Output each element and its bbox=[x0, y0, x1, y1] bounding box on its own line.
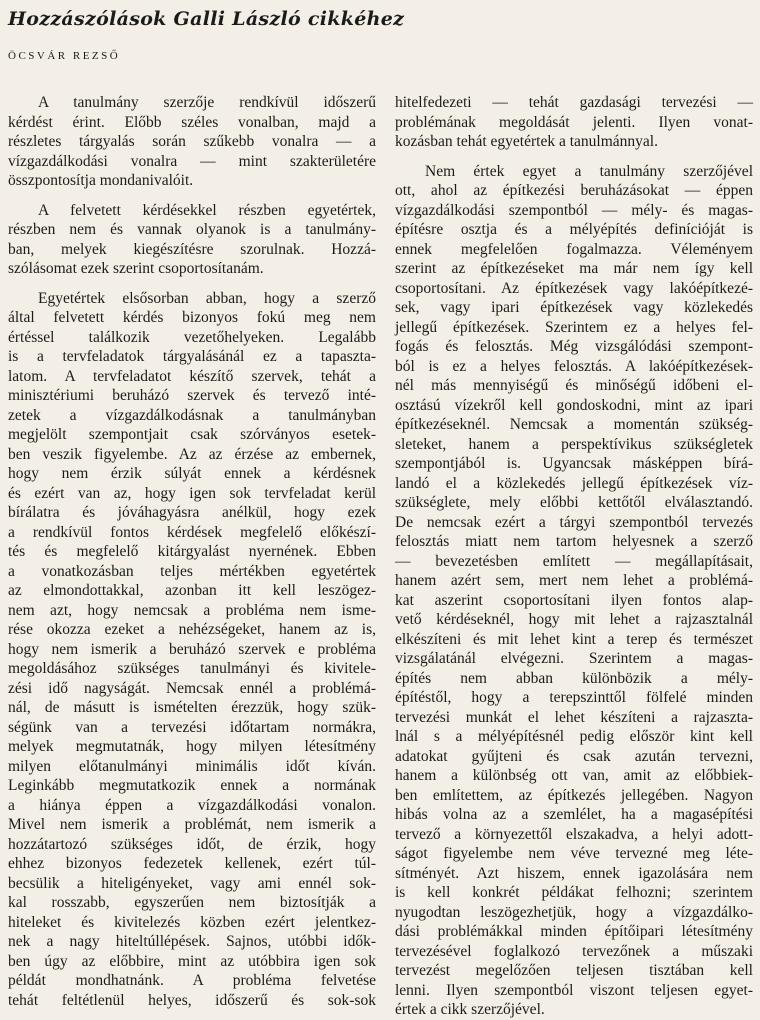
text-line: ból is ez a helyes felosztás. A lakóépítkezések- bbox=[395, 357, 753, 375]
text-line: ban, melyek kiegészítésre szorulnak. Hozzá- bbox=[8, 240, 376, 258]
text-line: hibás volna az a szemlélet, ha a magasépítési bbox=[395, 806, 753, 823]
text-line: lenni. Ilyen szempontból viszont teljesen egyet- bbox=[395, 981, 753, 999]
text-line: jellegű építkezések. Szerintem ez a helyes fel- bbox=[395, 318, 753, 336]
text-line: is a tervfeladatok tárgyalásánál ez a tapaszta- bbox=[8, 348, 376, 365]
text-line: az elmondottakkal, azonban itt kell leszögez- bbox=[8, 582, 376, 599]
text-line: építéstől, hogy a terepszinttől fölfelé minden bbox=[395, 689, 753, 706]
text-line: lnál s a mélyépítésnél pedig először kint kell bbox=[395, 728, 753, 745]
text-line: részben nem és vannak olyanok is a tanulmány- bbox=[8, 221, 376, 238]
text-line: adatokat gyűjteni és csak azután tervezni, bbox=[395, 747, 753, 765]
text-line: vizsgálatánál elvégezni. Szerintem a magas- bbox=[395, 650, 753, 667]
text-line: fogás és felosztás. Még vizsgálódási szempont- bbox=[395, 338, 753, 355]
text-line: hozzátartozó szükséges időt, de érzik, hogy bbox=[8, 835, 376, 853]
text-line: szólásomat ezek szerint csoportosítanám. bbox=[8, 260, 264, 277]
text-line: Egyetértek elsősorban abban, hogy a szerző bbox=[38, 289, 376, 307]
text-line: ennek megfelelően fogalmazza. Véleményem bbox=[395, 240, 753, 258]
text-line: értek a cikk szerzőjével. bbox=[395, 1001, 545, 1018]
text-line: tés és megfelelő kitárgyalást nyernének. Ebben bbox=[8, 543, 376, 560]
text-line: szerint az építkezéseket ma már nem így kell bbox=[395, 260, 753, 277]
text-line: dási problémákkal minden építőipari létesítmény bbox=[395, 923, 753, 940]
text-line: osztású vízekről kell gondoskodni, mint az ipari bbox=[395, 396, 753, 414]
text-line: vízgazdálkodási vonalra — mint szakterületére bbox=[8, 152, 376, 170]
text-line: példát mondhatnánk. A probléma felvetése bbox=[8, 972, 376, 989]
text-line: Nem értek egyet a tanulmány szerzőjével bbox=[425, 162, 753, 180]
text-line: csoportosítani. Az építkezések vagy lakóépítkezé- bbox=[395, 279, 753, 297]
text-line: is kell konkrét példákat felhozni; szerintem bbox=[395, 884, 753, 901]
text-line: sek, vagy ipari építkezések vagy közlekedés bbox=[395, 299, 753, 316]
text-line: kérdést érint. Előbb széles vonalban, majd a bbox=[8, 113, 376, 131]
text-line: Leginkább megmutatkozik ennek a normának bbox=[8, 777, 376, 794]
text-line: zési idő nagyságát. Nemcsak ennél a problémá- bbox=[8, 679, 376, 697]
right-column bbox=[395, 93, 753, 1020]
text-line: latom. A tervfeladatot készítő szervek, tehát a bbox=[8, 367, 376, 385]
text-line: és ezért van az, hogy igen sok tervfeladat kerül bbox=[8, 484, 376, 502]
text-line: hanem azért sem, mert nem lehet a problémá- bbox=[395, 572, 753, 589]
text-line: ságot figyelembe nem véve tervezné meg léte- bbox=[395, 845, 753, 862]
left-column bbox=[8, 93, 376, 1010]
text-line: zetek a vízgazdálkodásnak a tanulmányban bbox=[8, 406, 376, 424]
text-line: minisztériumi beruházó szervek és tervező inté- bbox=[8, 387, 376, 404]
text-line: elkészíteni és mit lehet kint a terep és természet bbox=[395, 630, 753, 648]
text-line: hogy nem ismerik a beruházó szervek e probléma bbox=[8, 640, 376, 658]
paragraph-gap bbox=[395, 152, 753, 162]
text-line: felosztás miatt nem tartom helyesnek a szerző bbox=[395, 533, 753, 550]
text-line: által felvetett kérdés bizonyos fokú meg nem bbox=[8, 309, 376, 326]
text-line: hogy nem érzik súlyát ennek a kérdésnek bbox=[8, 465, 376, 482]
text-line: ben úgy az előbbire, mint az utóbbira igen sok bbox=[8, 952, 376, 970]
text-line: ott, ahol az építkezési beruházásokat — éppen bbox=[395, 182, 753, 199]
text-line: a vonatkozásban teljes mértékben egyetértek bbox=[8, 562, 376, 580]
text-line: tervezést megelőzően teljesen tisztában kell bbox=[395, 962, 753, 979]
text-line: bírálatra és jóváhagyásra anélkül, hogy ezek bbox=[8, 504, 376, 521]
text-line: összpontosítja mondanivalóit. bbox=[8, 172, 194, 189]
text-line: ségünk van a tervezési időtartam normákra, bbox=[8, 718, 376, 736]
text-line: Mivel nem ismerik a problémát, nem ismerik a bbox=[8, 816, 376, 833]
text-line: sleteket, hanem a perspektívikus szükségletek bbox=[395, 435, 753, 453]
text-line: milyen előtanulmányi minimális időt kíván. bbox=[8, 757, 376, 775]
text-line: nél más mennyiségű és minőségű időbeni el- bbox=[395, 377, 753, 394]
article-title: Hozzászólások Galli László cikkéhez bbox=[8, 8, 405, 30]
text-line: a hiánya éppen a vízgazdálkodási vonalon. bbox=[8, 796, 376, 814]
article-author: ÖCSVÁR REZSŐ bbox=[8, 50, 121, 62]
text-line: értéssel találkozik vezetőhelyeken. Legalább bbox=[8, 328, 376, 346]
text-line: — bevezetésben említett — megállapításait, bbox=[395, 552, 753, 570]
text-line: De nemcsak ezért a tárgyi szempontból tervezés bbox=[395, 513, 753, 531]
text-line: megoldásához szükséges tanulmányi és kivitele- bbox=[8, 660, 376, 677]
paragraph-gap bbox=[8, 279, 376, 289]
text-line: megjelölt szempontjait csak szórványos esetek- bbox=[8, 426, 376, 443]
paragraph-gap bbox=[8, 191, 376, 201]
text-line: nál, de másutt is ismételten érezzük, hogy szük- bbox=[8, 699, 376, 716]
text-line: építés nem abban különbözik a mély- bbox=[395, 669, 753, 687]
text-line: szükséglete, mely előbbi kettőtől elválasztandó. bbox=[395, 494, 753, 511]
text-line: tervező a környezettől elszakadva, a helyi adott- bbox=[395, 825, 753, 843]
text-line: ben említettem, az építkezés jellegében. Nagyon bbox=[395, 786, 753, 804]
text-line: nem azt, hogy nemcsak a probléma nem isme- bbox=[8, 601, 376, 619]
text-line: hiteleket és kivitelezés közben ezért jelentkez- bbox=[8, 913, 376, 931]
text-line: vízgazdálkodási szempontból — mély- és magas- bbox=[395, 201, 753, 219]
text-line: A tanulmány szerzője rendkívül időszerű bbox=[38, 94, 376, 111]
text-line: hanem a különbség ott van, amit az előbbiek- bbox=[395, 767, 753, 784]
text-line: ben veszik figyelembe. Az az érzése az embernek, bbox=[8, 445, 376, 463]
text-line: vető kérdéseknél, hogy mit lehet a rajzasztalnál bbox=[395, 611, 753, 628]
text-line: tervezési munkát el lehet készíteni a rajzaszta- bbox=[395, 708, 753, 726]
text-line: rése okozza ezeket a nehézségeket, hanem az is, bbox=[8, 621, 376, 638]
text-line: melyek megmutatnák, hogy milyen létesítmény bbox=[8, 738, 376, 755]
text-line: szempontjából is. Ugyancsak másképpen bírá- bbox=[395, 455, 753, 472]
text-line: építkezéseknél. Nemcsak a momentán szükség- bbox=[395, 416, 753, 433]
text-line: tehát feltétlenül helyes, időszerű és sok-sok bbox=[8, 991, 376, 1009]
text-line: kal rosszabb, egyszerűen nem biztosítják a bbox=[8, 894, 376, 911]
text-line: hitelfedezeti — tehát gazdasági tervezési — bbox=[395, 94, 753, 111]
text-line: a rendkívül fontos kérdések megfelelő előkészí- bbox=[8, 523, 376, 541]
text-line: részletes tárgyalás során szűkebb vonalra — a bbox=[8, 133, 376, 150]
text-line: landó el a közlekedés jellegű építkezések víz- bbox=[395, 474, 753, 492]
text-line: nyugodtan leszögezhetjük, hogy a vízgazdálko- bbox=[395, 903, 753, 921]
text-line: építésre osztja és a mélyépítés definícióját is bbox=[395, 221, 753, 238]
text-line: problémának megoldását jelenti. Ilyen vonat- bbox=[395, 113, 753, 131]
text-line: ehhez bizonyos fedezetek kellenek, ezért túl- bbox=[8, 855, 376, 872]
text-line: sítményét. Azt hiszem, ennek igazolására nem bbox=[395, 864, 753, 882]
text-line: kozásban tehát egyetértek a tanulmánnyal. bbox=[395, 133, 658, 150]
text-line: becsülik a hiteligényeket, vagy ami ennél sok- bbox=[8, 874, 376, 892]
text-line: nek a nagy hiteltúllépések. Sajnos, utóbbi idők- bbox=[8, 933, 376, 950]
text-line: tervezésével foglalkozó tervezőnek a műszaki bbox=[395, 942, 753, 960]
text-line: kat aszerint csoportosítani ilyen fontos alap- bbox=[395, 591, 753, 609]
text-line: A felvetett kérdésekkel részben egyetértek, bbox=[38, 201, 376, 219]
